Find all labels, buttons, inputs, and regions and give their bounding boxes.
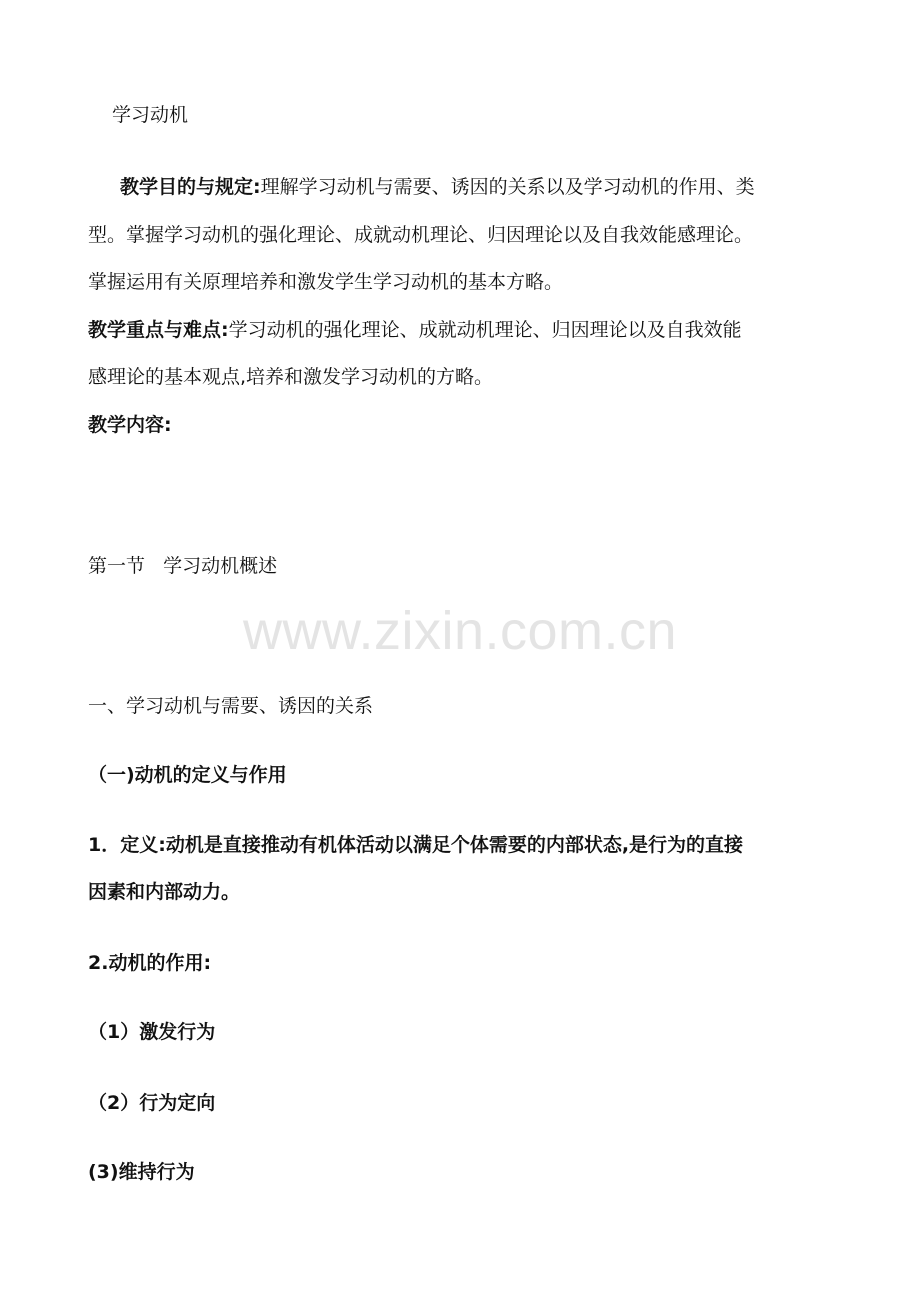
doc-title: 学习动机	[112, 104, 189, 126]
function-item: （1）激发行为	[88, 1021, 216, 1043]
keypoints-label: 教学重点与难点:	[88, 319, 229, 341]
objective-line-3: 掌握运用有关原理培养和激发学生学习动机的基本方略。	[88, 271, 564, 293]
keypoints-line-1	[88, 321, 742, 340]
functions-title: 2.动机的作用:	[88, 952, 212, 974]
objective-line-1	[120, 178, 755, 197]
watermark: www.zixin.com.cn	[242, 601, 678, 661]
keypoints-text-1: 学习动机的强化理论、成就动机理论、归因理论以及自我效能	[228, 319, 742, 341]
function-item: (3)维持行为	[88, 1161, 195, 1183]
heading-1: 一、学习动机与需要、诱因的关系	[88, 695, 374, 717]
objective-label: 教学目的与规定:	[120, 176, 261, 198]
definition-line-1: 1．定义:动机是直接推动有机体活动以满足个体需要的内部状态,是行为的直接	[88, 834, 744, 856]
section-title: 第一节 学习动机概述	[88, 555, 278, 577]
objective-text-1: 理解学习动机与需要、诱因的关系以及学习动机的作用、类	[260, 176, 755, 198]
function-item: （2）行为定向	[88, 1092, 216, 1114]
heading-2: （一)动机的定义与作用	[88, 764, 287, 786]
objective-line-2: 型。掌握学习动机的强化理论、成就动机理论、归因理论以及自我效能感理论。	[88, 224, 754, 246]
keypoints-line-2: 感理论的基本观点,培养和激发学习动机的方略。	[88, 366, 494, 388]
content-label: 教学内容:	[88, 414, 172, 436]
definition-line-2: 因素和内部动力。	[88, 881, 241, 903]
